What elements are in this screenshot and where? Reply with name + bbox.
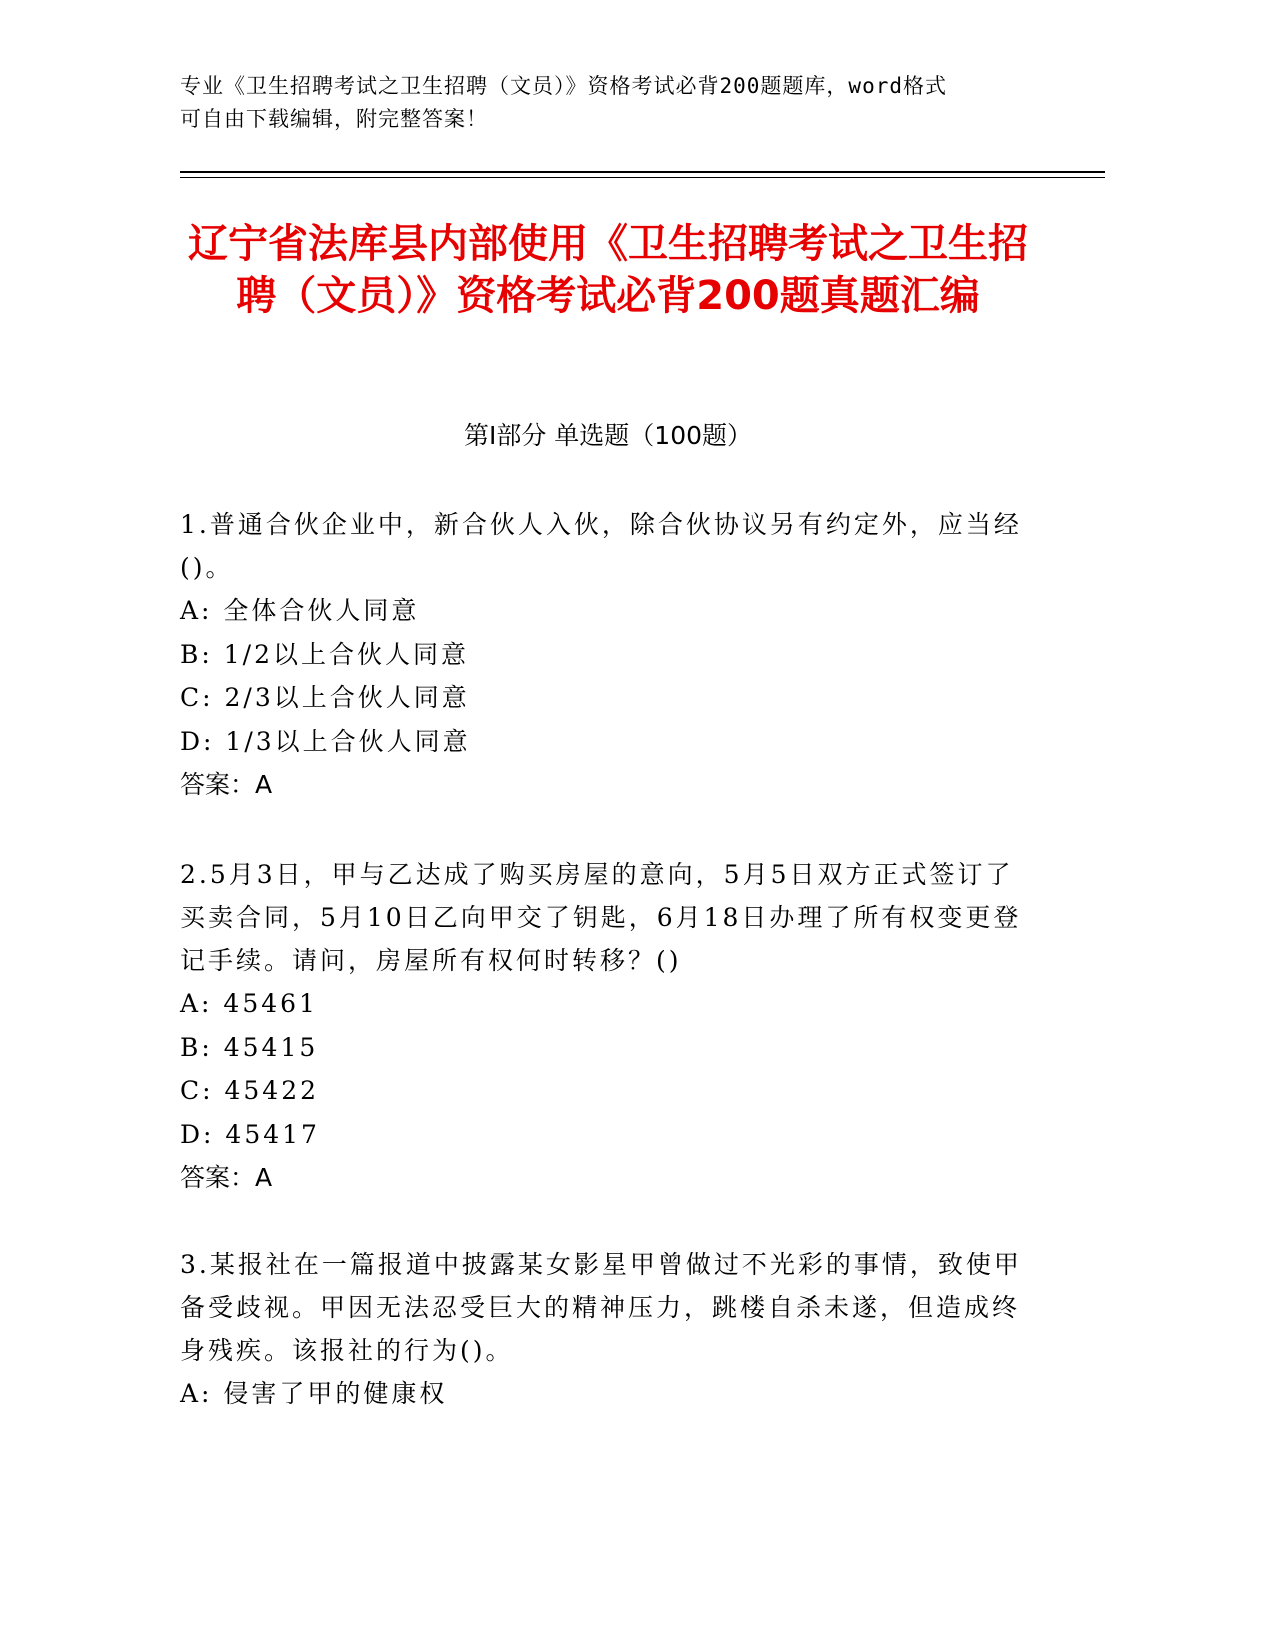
- option-a: A: 45461: [180, 989, 318, 1018]
- question-stem: 1.普通合伙企业中，新合伙人入伙，除合伙协议另有约定外，应当经()。: [180, 510, 1022, 582]
- document-title: 辽宁省法库县内部使用《卫生招聘考试之卫生招聘（文员）》资格考试必背200题真题汇编: [188, 221, 1028, 319]
- option-c: C: 45422: [180, 1076, 320, 1105]
- option-d: D: 1/3以上合伙人同意: [180, 726, 471, 756]
- header-note-line-1: 专业《卫生招聘考试之卫生招聘（文员）》资格考试必背200题题库，word格式: [180, 74, 947, 98]
- answer-value: A: [255, 770, 273, 799]
- answer-value: A: [255, 1163, 273, 1192]
- header-rule-thick: [180, 171, 1105, 173]
- question-1: [180, 503, 1040, 807]
- question-stem: 3.某报社在一篇报道中披露某女影星甲曾做过不光彩的事情，致使甲备受歧视。甲因无法忍受巨大的精神压力，跳楼自杀未遂，但造成终身残疾。该报社的行为()。: [180, 1250, 1022, 1365]
- section-heading: 第I部分 单选题（100题）: [463, 421, 753, 450]
- answer-line: [180, 1156, 1040, 1200]
- option-a: A: 侵害了甲的健康权: [180, 1379, 448, 1408]
- answer-label: 答案：: [180, 770, 256, 799]
- question-3: [180, 1243, 1040, 1416]
- answer-label: 答案：: [180, 1163, 256, 1192]
- option-b: B: 45415: [180, 1032, 319, 1062]
- answer-line: [180, 763, 1040, 807]
- header-rule-thin: [180, 177, 1105, 178]
- option-c: C: 2/3以上合伙人同意: [180, 683, 470, 712]
- option-d: D: 45417: [180, 1119, 320, 1149]
- option-b: B: 1/2以上合伙人同意: [180, 639, 469, 669]
- option-a: A: 全体合伙人同意: [180, 596, 420, 625]
- header-note-line-2: 可自由下载编辑，附完整答案！: [180, 107, 488, 131]
- header-note: [180, 70, 1040, 136]
- question-2: [180, 853, 1040, 1200]
- question-stem: 2.5月3日，甲与乙达成了购买房屋的意向，5月5日双方正式签订了买卖合同，5月10日乙向甲交了钥匙，6月18日办理了所有权变更登记手续。请问，房屋所有权何时转移？(): [180, 860, 1022, 975]
